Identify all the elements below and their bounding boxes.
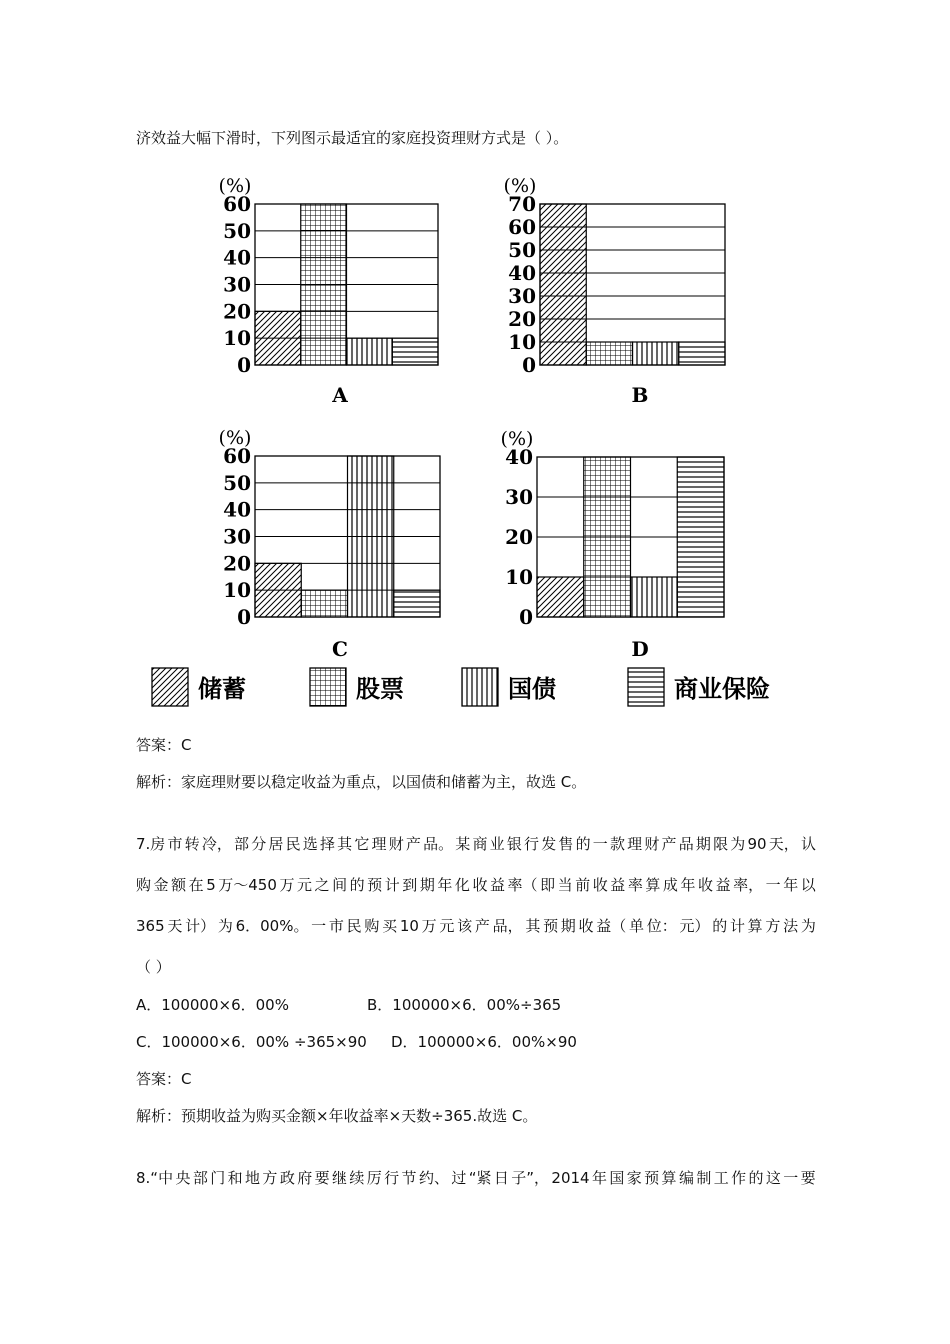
text-chunk: 过: [451, 1169, 467, 1187]
chart-d: [501, 428, 724, 661]
text-chunk: 购: [136, 876, 152, 894]
legend-item: [462, 668, 556, 706]
text-chunk: 预: [367, 876, 383, 894]
text-chunk: 款: [609, 835, 625, 853]
text-chunk: 以: [800, 876, 816, 894]
text-chunk: 市: [167, 835, 183, 853]
text-chunk: 到: [402, 876, 418, 894]
bar-国债: [631, 577, 678, 617]
text-chunk: 一: [783, 1169, 799, 1187]
text-chunk: 子”，: [511, 1169, 550, 1187]
text-chunk: 收: [698, 876, 714, 894]
legend-label: 股票: [356, 675, 404, 703]
text-chunk: 政: [279, 1169, 295, 1187]
chart-c: [219, 427, 440, 661]
q7-option-a: A．100000×6．00%: [136, 996, 289, 1014]
text-chunk: 年: [783, 876, 799, 894]
text-chunk: 节: [401, 1169, 417, 1187]
text-chunk: 选: [302, 835, 318, 853]
text-chunk: 年: [437, 876, 453, 894]
text-chunk: 前: [575, 876, 591, 894]
text-chunk: 元: [439, 917, 455, 935]
chart-letter: B: [631, 383, 649, 407]
bar-储蓄: [255, 311, 301, 365]
text-chunk: 日: [493, 1169, 509, 1187]
text-chunk: 万～450: [218, 876, 277, 894]
text-chunk: 率，: [733, 876, 764, 894]
text-chunk: 天，: [768, 835, 799, 853]
text-chunk: 部: [192, 1169, 208, 1187]
legend-label: 商业保险: [674, 675, 770, 703]
text-chunk: 成: [662, 876, 678, 894]
text-chunk: 的: [748, 1169, 764, 1187]
text-chunk: 间: [332, 876, 348, 894]
y-tick-label: 30: [223, 524, 251, 549]
y-tick-label: 60: [223, 444, 251, 468]
bar-国债: [348, 456, 394, 617]
text-chunk: 售: [558, 835, 574, 853]
y-tick-label: 0: [519, 605, 533, 629]
legend-swatch: [310, 668, 346, 706]
text-chunk: 元: [296, 876, 312, 894]
text-chunk: 率（: [507, 876, 538, 894]
text-chunk: 民: [285, 835, 301, 853]
bar-储蓄: [537, 577, 584, 617]
text-chunk: 益: [490, 876, 506, 894]
text-chunk: 元）: [679, 917, 710, 935]
text-chunk: 计: [729, 917, 745, 935]
text-chunk: 和: [227, 1169, 243, 1187]
q7-line-1: [136, 833, 816, 855]
text-chunk: 行: [384, 1169, 400, 1187]
chart-letter: A: [332, 383, 348, 407]
y-tick-label: 60: [508, 215, 536, 239]
text-chunk: 在: [188, 876, 204, 894]
text-chunk: 5: [206, 876, 216, 894]
text-chunk: 继: [331, 1169, 347, 1187]
bar-股票: [301, 204, 347, 365]
text-chunk: 为: [217, 917, 233, 935]
text-chunk: 约、: [418, 1169, 449, 1187]
text-chunk: 居: [268, 835, 284, 853]
figure-svg: [140, 160, 820, 720]
y-tick-label: 60: [223, 192, 251, 216]
text-chunk: 工: [713, 1169, 729, 1187]
y-tick-label: 70: [508, 192, 536, 216]
legend: [152, 668, 770, 706]
q7-answer: 答案：C: [136, 1070, 192, 1088]
y-tick-label: 50: [223, 470, 251, 495]
text-chunk: 行: [524, 835, 540, 853]
q7-option-d: D．100000×6．00%×90: [391, 1033, 577, 1051]
text-chunk: 认: [800, 835, 816, 853]
text-chunk: 当: [557, 876, 573, 894]
y-tick-label: 10: [505, 565, 533, 589]
chart-letter: D: [631, 637, 649, 661]
text-chunk: 财: [644, 835, 660, 853]
bar-商业保险: [394, 590, 440, 617]
text-chunk: 预: [543, 917, 559, 935]
text-chunk: 额: [171, 876, 187, 894]
y-tick-label: 20: [223, 299, 251, 324]
legend-label: 储蓄: [198, 675, 246, 703]
text-chunk: 一: [592, 835, 608, 853]
text-chunk: 央: [175, 1169, 191, 1187]
y-tick-label: 20: [505, 525, 533, 549]
text-chunk: 年: [680, 876, 696, 894]
text-chunk: 期: [419, 876, 435, 894]
text-chunk: 厉: [366, 1169, 382, 1187]
text-chunk: 业: [489, 835, 505, 853]
text-chunk: 该: [457, 917, 473, 935]
y-tick-label: 20: [223, 551, 251, 576]
q8-line-1: [136, 1167, 816, 1189]
text-chunk: 天: [167, 917, 183, 935]
text-chunk: 单: [629, 917, 645, 935]
text-chunk: 收: [578, 917, 594, 935]
text-chunk: 家: [626, 1169, 642, 1187]
bar-商业保险: [392, 338, 438, 365]
text-chunk: 限: [713, 835, 729, 853]
text-chunk: 位：: [646, 917, 677, 935]
unit-label: (%): [500, 428, 534, 450]
text-chunk: 府: [297, 1169, 313, 1187]
y-tick-label: 20: [508, 307, 536, 331]
text-chunk: 择: [319, 835, 335, 853]
text-chunk: 这: [765, 1169, 781, 1187]
text-chunk: 算: [645, 876, 661, 894]
text-chunk: 万: [421, 917, 437, 935]
text-chunk: 一: [311, 917, 327, 935]
text-chunk: 即: [540, 876, 556, 894]
text-chunk: 计）: [185, 917, 216, 935]
text-chunk: 其: [337, 835, 353, 853]
text-chunk: 年: [591, 1169, 607, 1187]
text-chunk: 法: [783, 917, 799, 935]
unit-label: (%): [503, 175, 537, 197]
text-chunk: 产: [474, 917, 490, 935]
bar-股票: [586, 342, 632, 365]
text-chunk: 之: [314, 876, 330, 894]
text-chunk: 发: [541, 835, 557, 853]
text-chunk: 作: [731, 1169, 747, 1187]
text-chunk: 化: [454, 876, 470, 894]
text-chunk: 国: [609, 1169, 625, 1187]
q6-answer: 答案：C: [136, 736, 192, 754]
investment-figure: [140, 160, 820, 720]
text-chunk: 方: [765, 917, 781, 935]
text-chunk: 金: [153, 876, 169, 894]
y-tick-label: 10: [223, 578, 251, 603]
text-chunk: 的: [349, 876, 365, 894]
text-chunk: 商: [472, 835, 488, 853]
bar-股票: [584, 457, 631, 617]
text-chunk: 购: [364, 917, 380, 935]
text-chunk: 的: [575, 835, 591, 853]
y-tick-label: 10: [508, 330, 536, 354]
bar-股票: [301, 590, 347, 617]
q7-line-2: [136, 874, 816, 896]
q7-line-3: [136, 915, 816, 937]
text-chunk: “紧: [468, 1169, 492, 1187]
q7-option-c: C．100000×6．00% ÷365×90: [136, 1033, 367, 1051]
text-chunk: 门: [210, 1169, 226, 1187]
text-chunk: 收: [592, 876, 608, 894]
legend-swatch: [152, 668, 188, 706]
text-chunk: 理: [627, 835, 643, 853]
bar-国债: [347, 338, 393, 365]
text-chunk: 银: [506, 835, 522, 853]
text-chunk: 7.房: [136, 835, 166, 853]
bar-储蓄: [255, 563, 301, 617]
text-chunk: 2014: [551, 1169, 590, 1187]
unit-label: (%): [218, 427, 252, 449]
legend-swatch: [462, 668, 498, 706]
text-chunk: 6．00%。: [235, 917, 309, 935]
bar-国债: [633, 342, 679, 365]
intro-line: 济效益大幅下滑时，下列图示最适宜的家庭投资理财方式是（ ）。: [136, 129, 569, 147]
bar-储蓄: [540, 204, 586, 365]
q7-analysis: 解析：预期收益为购买金额×年收益率×天数÷365.故选 C。: [136, 1107, 538, 1125]
y-tick-label: 30: [508, 284, 536, 308]
text-chunk: 方: [262, 1169, 278, 1187]
text-chunk: 理: [371, 835, 387, 853]
text-chunk: 市: [328, 917, 344, 935]
text-chunk: 365: [136, 917, 165, 935]
text-chunk: 预: [644, 1169, 660, 1187]
text-chunk: 品。: [423, 835, 454, 853]
text-chunk: 益（: [596, 917, 627, 935]
text-chunk: 产: [405, 835, 421, 853]
text-chunk: 计: [384, 876, 400, 894]
text-chunk: 率: [627, 876, 643, 894]
charts-layer: [219, 175, 725, 661]
y-tick-label: 30: [505, 485, 533, 509]
chart-a: [219, 175, 438, 407]
text-chunk: 10: [399, 917, 419, 935]
y-tick-label: 40: [508, 261, 536, 285]
text-chunk: 转: [184, 835, 200, 853]
text-chunk: 万: [279, 876, 295, 894]
legend-item: [628, 668, 770, 706]
text-chunk: 财: [388, 835, 404, 853]
text-chunk: 期: [560, 917, 576, 935]
y-tick-label: 0: [237, 605, 251, 629]
text-chunk: 要: [800, 1169, 816, 1187]
y-tick-label: 40: [505, 445, 533, 469]
q7-option-b: B．100000×6．00%÷365: [367, 996, 562, 1014]
text-chunk: 买: [382, 917, 398, 935]
text-chunk: 续: [349, 1169, 365, 1187]
chart-letter: C: [332, 637, 348, 661]
text-chunk: 民: [346, 917, 362, 935]
text-chunk: 90: [747, 835, 767, 853]
text-chunk: 某: [455, 835, 471, 853]
text-chunk: 编: [678, 1169, 694, 1187]
text-chunk: 冷，: [201, 835, 232, 853]
y-tick-label: 0: [237, 353, 251, 377]
y-tick-label: 40: [223, 245, 251, 270]
y-tick-label: 40: [223, 497, 251, 522]
text-chunk: 算: [661, 1169, 677, 1187]
y-tick-label: 10: [223, 326, 251, 351]
text-chunk: 产: [661, 835, 677, 853]
text-chunk: 益: [610, 876, 626, 894]
text-chunk: 品: [678, 835, 694, 853]
chart-b: [504, 175, 725, 407]
q7-line-4: （ ）: [136, 958, 171, 976]
text-chunk: 部: [234, 835, 250, 853]
q6-analysis: 解析：家庭理财要以稳定收益为重点，以国债和储蓄为主，故选 C。: [136, 773, 587, 791]
legend-swatch: [628, 668, 664, 706]
text-chunk: 它: [354, 835, 370, 853]
bar-商业保险: [679, 342, 725, 365]
y-tick-label: 30: [223, 272, 251, 297]
text-chunk: 益: [715, 876, 731, 894]
text-chunk: 8.“中: [136, 1169, 174, 1187]
y-tick-label: 50: [223, 218, 251, 243]
legend-label: 国债: [508, 675, 556, 703]
bar-商业保险: [677, 457, 724, 617]
text-chunk: 品，: [492, 917, 523, 935]
text-chunk: 其: [525, 917, 541, 935]
text-chunk: 期: [695, 835, 711, 853]
text-chunk: 要: [314, 1169, 330, 1187]
unit-label: (%): [218, 175, 252, 197]
y-tick-label: 0: [522, 353, 536, 377]
legend-item: [152, 668, 246, 706]
text-chunk: 的: [712, 917, 728, 935]
text-chunk: 制: [696, 1169, 712, 1187]
text-chunk: 为: [800, 917, 816, 935]
text-chunk: 地: [245, 1169, 261, 1187]
text-chunk: 一: [765, 876, 781, 894]
legend-item: [310, 668, 404, 706]
y-tick-label: 50: [508, 238, 536, 262]
text-chunk: 分: [251, 835, 267, 853]
text-chunk: 为: [730, 835, 746, 853]
text-chunk: 收: [472, 876, 488, 894]
text-chunk: 算: [747, 917, 763, 935]
